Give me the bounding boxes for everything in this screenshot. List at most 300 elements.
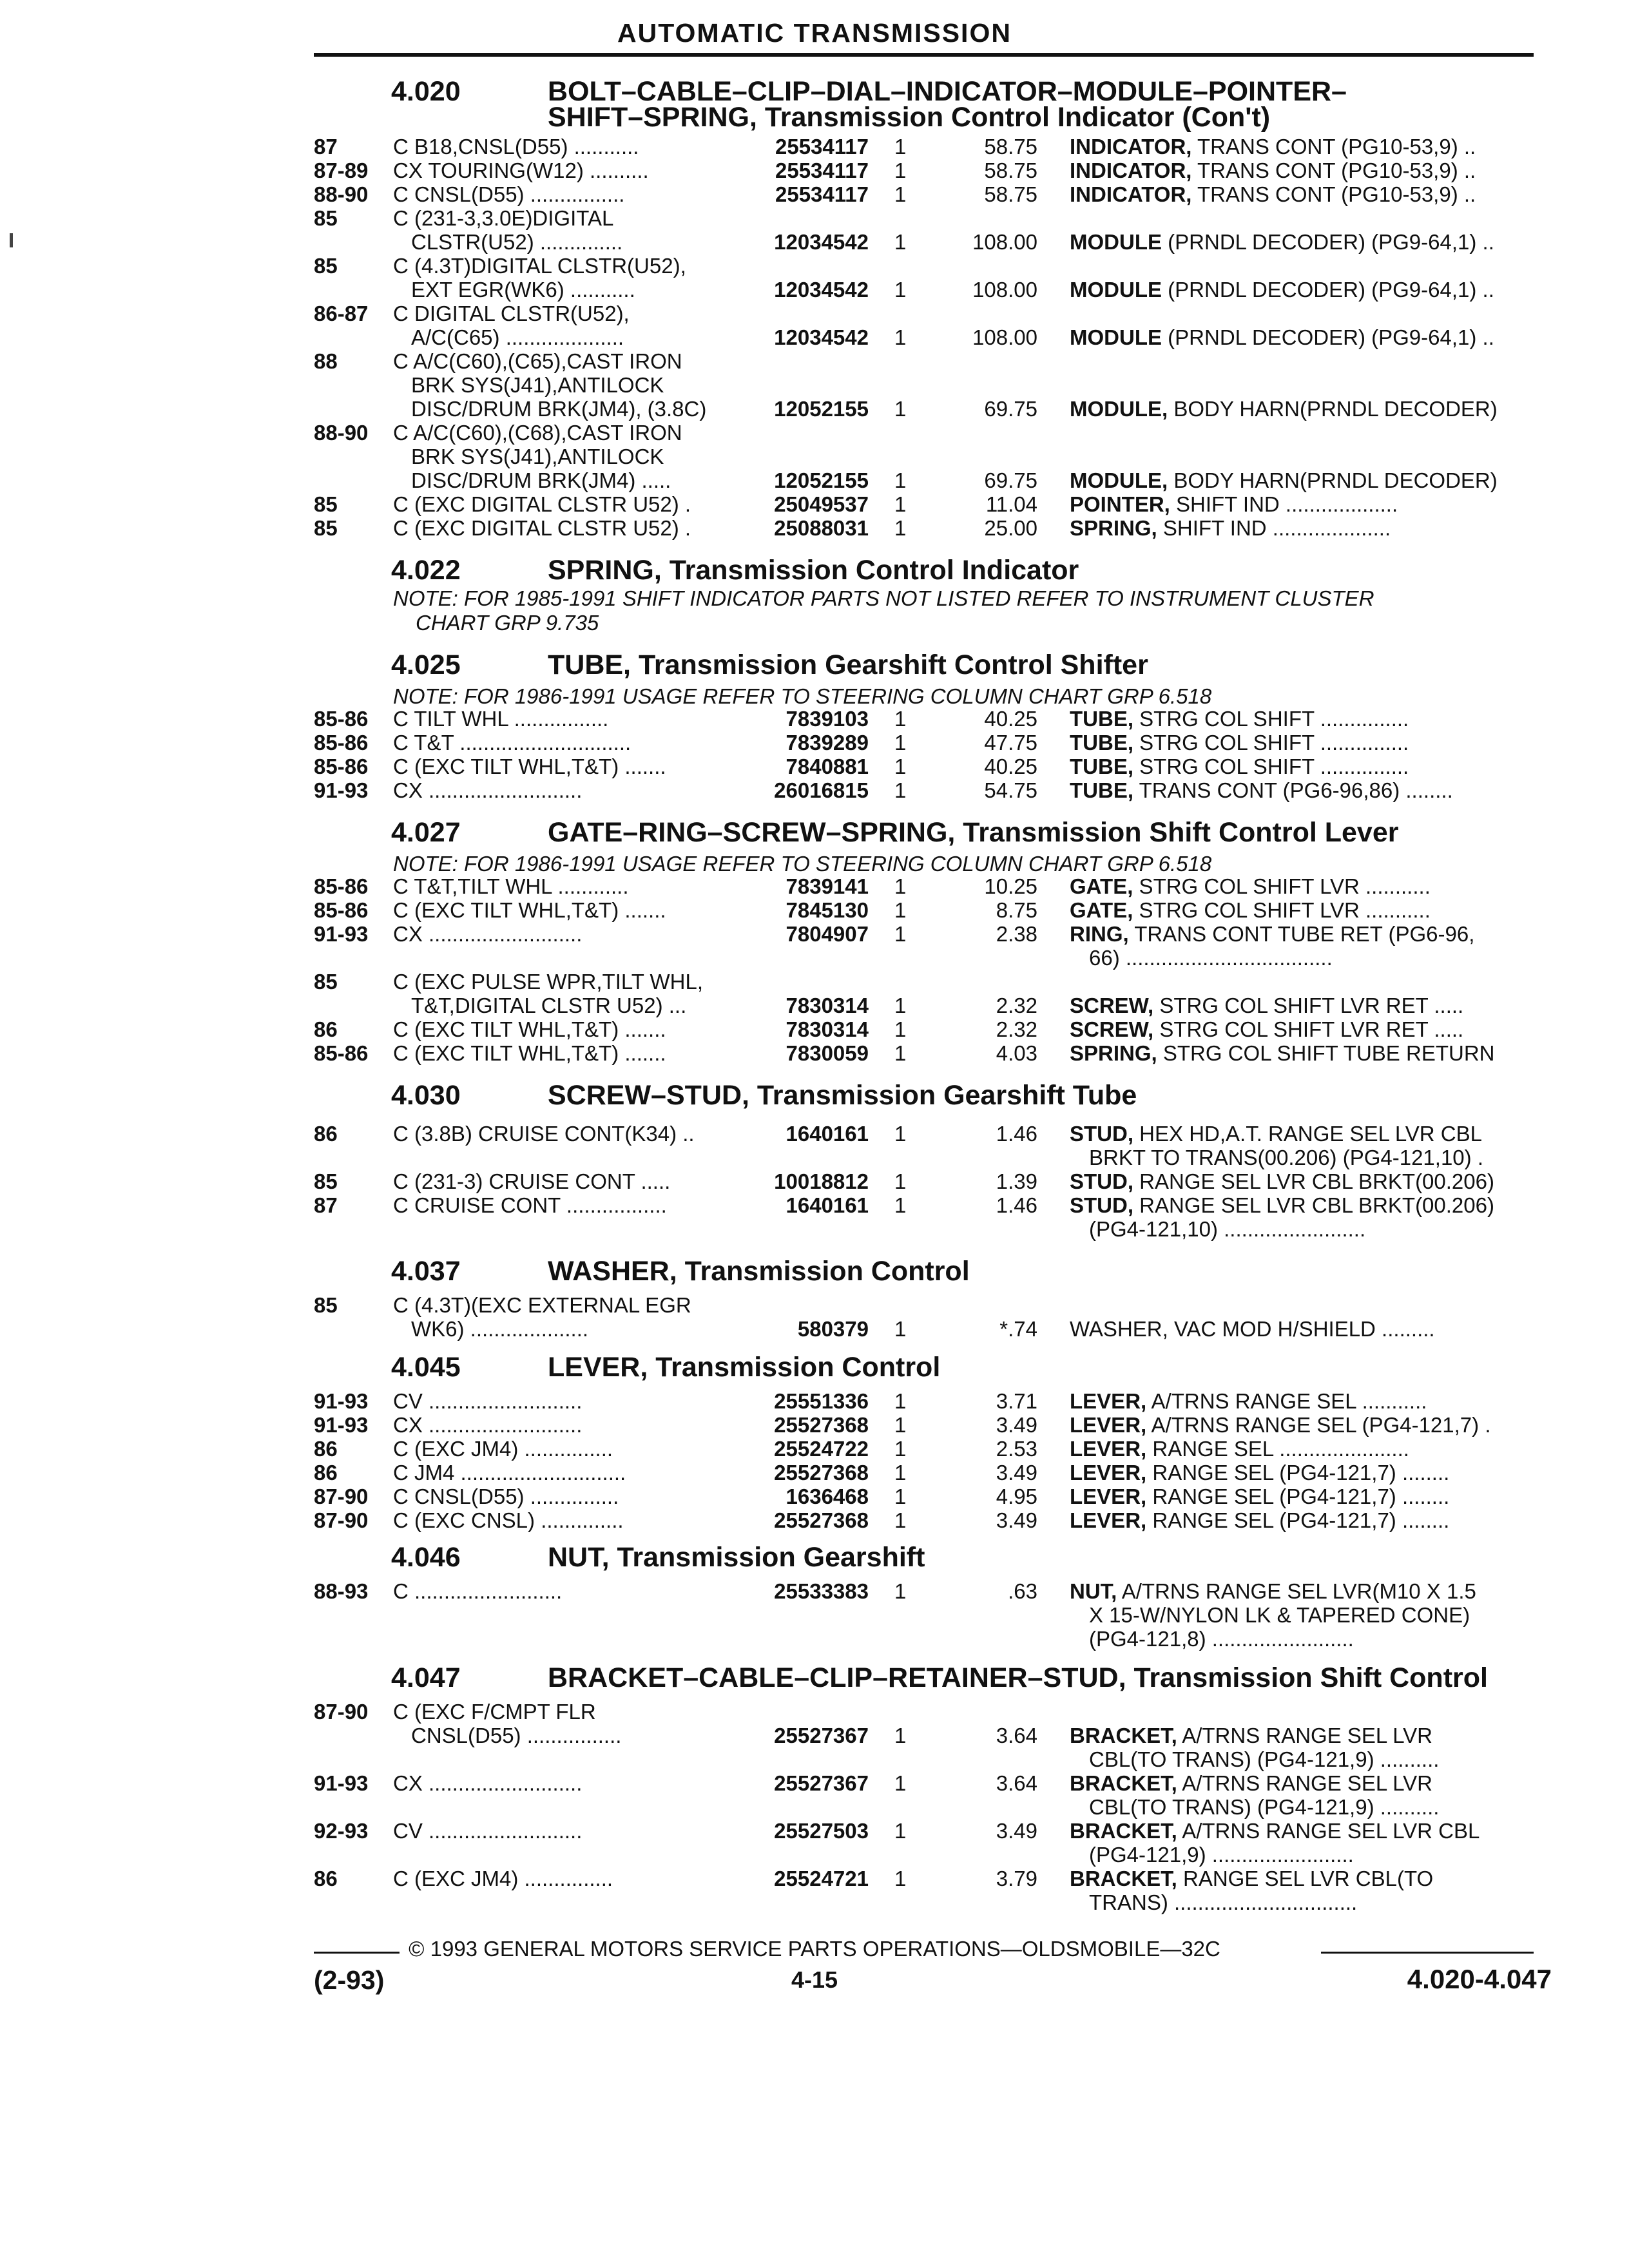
part-row (0, 1461, 1629, 1485)
price: 1.46 (996, 1122, 1037, 1146)
usage-description: EXT EGR(WK6) ........... (411, 278, 635, 302)
part-description (1070, 1579, 1476, 1603)
part-row (0, 254, 1629, 278)
part-name: INDICATOR, (1070, 159, 1192, 182)
usage-description: C ......................... (393, 1579, 563, 1603)
part-number: 12034542 (774, 325, 869, 349)
part-number: 26016815 (774, 778, 869, 802)
part-row (0, 445, 1629, 468)
price: 25.00 (984, 516, 1037, 540)
part-name: TUBE, (1070, 731, 1133, 754)
part-number: 7830059 (786, 1041, 869, 1065)
part-description (1070, 492, 1398, 516)
part-description (1070, 1122, 1482, 1146)
usage-description: C B18,CNSL(D55) ........... (393, 135, 639, 159)
part-number: 25088031 (774, 516, 869, 540)
model-years: 91-93 (314, 922, 369, 946)
part-row (0, 349, 1629, 373)
usage-description: T&T,DIGITAL CLSTR U52) ... (411, 994, 687, 1017)
part-detail: HEX HD,A.T. RANGE SEL LVR CBL (1133, 1122, 1482, 1146)
price: 4.95 (996, 1485, 1037, 1508)
part-detail: (PRNDL DECODER) (PG9-64,1) .. (1162, 278, 1494, 302)
part-name: GATE, (1070, 898, 1133, 922)
part-row (0, 707, 1629, 731)
part-name: LEVER, (1070, 1461, 1147, 1485)
quantity: 1 (894, 1317, 907, 1341)
price: 69.75 (984, 468, 1037, 492)
quantity: 1 (894, 182, 907, 206)
part-detail: STRG COL SHIFT LVR RET ..... (1153, 1017, 1464, 1041)
price: 1.46 (996, 1193, 1037, 1217)
usage-description: C T&T,TILT WHL ............ (393, 874, 629, 898)
model-years: 85-86 (314, 1041, 369, 1065)
quantity: 1 (894, 1193, 907, 1217)
part-description (1070, 922, 1474, 946)
quantity: 1 (894, 754, 907, 778)
part-detail: TRANS CONT (PG10-53,9) .. (1191, 182, 1476, 206)
part-row (0, 1437, 1629, 1461)
part-number: 10018812 (774, 1169, 869, 1193)
part-row (0, 397, 1629, 421)
part-name: RING, (1070, 922, 1129, 946)
part-row (0, 373, 1629, 397)
part-detail: TRANS CONT TUBE RET (PG6-96, (1128, 922, 1475, 946)
part-name: MODULE (1070, 325, 1162, 349)
part-description (1070, 516, 1391, 540)
part-row (0, 1724, 1629, 1747)
model-years: 88-90 (314, 421, 369, 445)
section-number: 4.020 (391, 76, 461, 107)
price: 2.32 (996, 994, 1037, 1017)
price: 108.00 (972, 325, 1037, 349)
part-detail: STRG COL SHIFT LVR RET ..... (1153, 994, 1464, 1017)
part-number: 7840881 (786, 754, 869, 778)
part-row (0, 1217, 1629, 1241)
part-detail: RANGE SEL (PG4-121,7) ........ (1146, 1485, 1450, 1508)
part-description (1070, 230, 1494, 254)
model-years: 91-93 (314, 1389, 369, 1413)
model-years: 85 (314, 970, 338, 994)
part-number: 25527367 (774, 1724, 869, 1747)
part-description (1070, 159, 1476, 182)
usage-description: C (EXC JM4) ............... (393, 1437, 613, 1461)
price: 3.64 (996, 1771, 1037, 1795)
model-years: 85-86 (314, 707, 369, 731)
part-name: GATE, (1070, 874, 1133, 898)
usage-description: C T&T ............................. (393, 731, 631, 754)
part-description-cont: CBL(TO TRANS) (PG4-121,9) .......... (1089, 1747, 1440, 1771)
part-number: 25524722 (774, 1437, 869, 1461)
quantity: 1 (894, 492, 907, 516)
model-years: 85 (314, 1293, 338, 1317)
model-years: 91-93 (314, 778, 369, 802)
part-name: SCREW, (1070, 994, 1154, 1017)
section-heading (0, 76, 1629, 134)
part-row (0, 1700, 1629, 1724)
footer-page-number: 4-15 (791, 1966, 838, 1993)
header-rule (314, 53, 1534, 57)
quantity: 1 (894, 778, 907, 802)
model-years: 85-86 (314, 754, 369, 778)
quantity: 1 (894, 1485, 907, 1508)
usage-description: C TILT WHL ................ (393, 707, 609, 731)
part-detail: SHIFT IND .................... (1157, 516, 1391, 540)
part-number: 25534117 (775, 182, 869, 206)
quantity: 1 (894, 1771, 907, 1795)
part-detail: TRANS CONT (PG6-96,86) ........ (1133, 778, 1453, 802)
usage-description: C (EXC DIGITAL CLSTR U52) . (393, 492, 691, 516)
model-years: 85-86 (314, 898, 369, 922)
usage-description: C CRUISE CONT ................. (393, 1193, 667, 1217)
quantity: 1 (894, 1508, 907, 1532)
part-detail: A/TRNS RANGE SEL LVR (1177, 1771, 1432, 1795)
part-detail: RANGE SEL LVR CBL BRKT(00.206) (1133, 1193, 1494, 1217)
part-detail: STRG COL SHIFT LVR ........... (1133, 898, 1431, 922)
model-years: 85 (314, 206, 338, 230)
part-description (1070, 1041, 1494, 1065)
part-detail: RANGE SEL (PG4-121,7) ........ (1146, 1461, 1450, 1485)
model-years: 85 (314, 1169, 338, 1193)
part-detail: WASHER, VAC MOD H/SHIELD ......... (1070, 1317, 1435, 1341)
part-detail: STRG COL SHIFT ............... (1133, 731, 1409, 754)
part-number: 25533383 (774, 1579, 869, 1603)
part-row (0, 946, 1629, 970)
model-years: 85-86 (314, 874, 369, 898)
part-row (0, 421, 1629, 445)
part-detail: RANGE SEL LVR CBL BRKT(00.206) (1133, 1169, 1494, 1193)
usage-description: CX TOURING(W12) .......... (393, 159, 649, 182)
part-detail: A/TRNS RANGE SEL (PG4-121,7) . (1146, 1413, 1491, 1437)
usage-description: C (3.8B) CRUISE CONT(K34) .. (393, 1122, 695, 1146)
part-number: 12052155 (774, 468, 869, 492)
part-detail: STRG COL SHIFT TUBE RETURN (1157, 1041, 1495, 1065)
part-description (1070, 1867, 1433, 1890)
usage-description: A/C(C65) .................... (411, 325, 624, 349)
price: 3.49 (996, 1508, 1037, 1532)
part-row (0, 1747, 1629, 1771)
part-row (0, 135, 1629, 159)
quantity: 1 (894, 1437, 907, 1461)
part-description (1070, 1169, 1494, 1193)
part-number: 25534117 (775, 135, 869, 159)
price: 3.49 (996, 1819, 1037, 1843)
part-row (0, 754, 1629, 778)
model-years: 88-93 (314, 1579, 369, 1603)
price: *.74 (999, 1317, 1037, 1341)
usage-description: C (231-3,3.0E)DIGITAL (393, 206, 614, 230)
part-detail: TRANS CONT (PG10-53,9) .. (1191, 159, 1476, 182)
model-years: 86 (314, 1437, 338, 1461)
part-row (0, 1795, 1629, 1819)
usage-description: C (EXC CNSL) .............. (393, 1508, 624, 1532)
part-description (1070, 1317, 1435, 1341)
part-description (1070, 468, 1498, 492)
part-row (0, 182, 1629, 206)
usage-description: C (EXC TILT WHL,T&T) ....... (393, 754, 666, 778)
part-detail: RANGE SEL ...................... (1146, 1437, 1409, 1461)
part-number: 7845130 (786, 898, 869, 922)
usage-description: C (EXC PULSE WPR,TILT WHL, (393, 970, 704, 994)
part-number: 7804907 (786, 922, 869, 946)
part-name: INDICATOR, (1070, 135, 1192, 159)
part-detail: STRG COL SHIFT ............... (1133, 707, 1409, 731)
part-number: 7839289 (786, 731, 869, 754)
quantity: 1 (894, 1122, 907, 1146)
model-years: 85 (314, 516, 338, 540)
model-years: 87-90 (314, 1508, 369, 1532)
part-description (1070, 397, 1498, 421)
part-detail: A/TRNS RANGE SEL ........... (1146, 1389, 1427, 1413)
part-row (0, 302, 1629, 325)
part-number: 7839103 (786, 707, 869, 731)
section-title: WASHER, Transmission Control (548, 1256, 970, 1287)
part-number: 25524721 (774, 1867, 869, 1890)
part-description (1070, 898, 1431, 922)
part-row (0, 994, 1629, 1017)
model-years: 92-93 (314, 1819, 369, 1843)
part-description (1070, 1724, 1432, 1747)
part-row (0, 922, 1629, 946)
price: 8.75 (996, 898, 1037, 922)
part-row (0, 516, 1629, 540)
part-name: TUBE, (1070, 707, 1133, 731)
part-description (1070, 182, 1476, 206)
quantity: 1 (894, 994, 907, 1017)
part-detail: STRG COL SHIFT ............... (1133, 754, 1409, 778)
part-name: LEVER, (1070, 1437, 1147, 1461)
part-detail: A/TRNS RANGE SEL LVR (1177, 1724, 1432, 1747)
price: 4.03 (996, 1041, 1037, 1065)
part-description-cont: 66) ................................... (1089, 946, 1333, 970)
price: 11.04 (985, 492, 1037, 516)
usage-description: C CNSL(D55) ............... (393, 1485, 619, 1508)
part-description-cont: TRANS) ............................... (1089, 1890, 1358, 1914)
footer-date: (2-93) (314, 1965, 385, 1995)
usage-description: WK6) .................... (411, 1317, 589, 1341)
part-detail: RANGE SEL LVR CBL(TO (1177, 1867, 1434, 1890)
model-years: 87 (314, 135, 338, 159)
part-row (0, 325, 1629, 349)
part-row (0, 1122, 1629, 1146)
section-number: 4.037 (391, 1256, 461, 1287)
part-detail: BODY HARN(PRNDL DECODER) (1168, 397, 1498, 421)
quantity: 1 (894, 874, 907, 898)
section-title: SCREW–STUD, Transmission Gearshift Tube (548, 1080, 1137, 1111)
part-number: 25527368 (774, 1413, 869, 1437)
section-title: BRACKET–CABLE–CLIP–RETAINER–STUD, Transmission Shift Control (548, 1662, 1488, 1693)
model-years: 85-86 (314, 731, 369, 754)
part-row (0, 778, 1629, 802)
part-row (0, 230, 1629, 254)
part-description (1070, 1437, 1409, 1461)
model-years: 91-93 (314, 1413, 369, 1437)
section-title: NUT, Transmission Gearshift (548, 1542, 925, 1573)
usage-description: C CNSL(D55) ................ (393, 182, 625, 206)
model-years: 91-93 (314, 1771, 369, 1795)
part-name: NUT, (1070, 1579, 1117, 1603)
section-number: 4.047 (391, 1662, 461, 1693)
quantity: 1 (894, 278, 907, 302)
price: 2.38 (996, 922, 1037, 946)
price: 40.25 (984, 707, 1037, 731)
footer-section-range: 4.020-4.047 (1407, 1964, 1552, 1994)
part-name: BRACKET, (1070, 1867, 1177, 1890)
model-years: 86 (314, 1461, 338, 1485)
part-number: 1640161 (786, 1122, 869, 1146)
price: 1.39 (996, 1169, 1037, 1193)
usage-description: CNSL(D55) ................ (411, 1724, 622, 1747)
section-title-cont: SHIFT–SPRING, Transmission Control Indicator (Con't) (548, 102, 1271, 133)
part-description (1070, 778, 1453, 802)
price: 3.49 (996, 1413, 1037, 1437)
usage-description: C DIGITAL CLSTR(U52), (393, 302, 630, 325)
quantity: 1 (894, 1579, 907, 1603)
part-row (0, 1867, 1629, 1890)
part-name: LEVER, (1070, 1413, 1147, 1437)
part-number: 1636468 (786, 1485, 869, 1508)
part-name: MODULE, (1070, 468, 1168, 492)
section-title: BOLT–CABLE–CLIP–DIAL–INDICATOR–MODULE–POINTER– (548, 76, 1347, 107)
part-name: SPRING, (1070, 516, 1157, 540)
quantity: 1 (894, 1169, 907, 1193)
section-title: LEVER, Transmission Control (548, 1352, 941, 1383)
price: 108.00 (972, 278, 1037, 302)
part-row (0, 1317, 1629, 1341)
part-name: MODULE (1070, 278, 1162, 302)
section-title: SPRING, Transmission Control Indicator (548, 555, 1079, 586)
quantity: 1 (894, 707, 907, 731)
part-row (0, 1579, 1629, 1603)
part-number: 25534117 (775, 159, 869, 182)
usage-description: C JM4 ............................ (393, 1461, 626, 1485)
section-note: NOTE: FOR 1986-1991 USAGE REFER TO STEERING COLUMN CHART GRP 6.518 (393, 852, 1212, 876)
price: 3.49 (996, 1461, 1037, 1485)
part-row (0, 1508, 1629, 1532)
footer-copyright (0, 1937, 1629, 1961)
section-number: 4.046 (391, 1542, 461, 1573)
model-years: 86-87 (314, 302, 369, 325)
quantity: 1 (894, 1389, 907, 1413)
section-note: NOTE: FOR 1985-1991 SHIFT INDICATOR PARTS NOT LISTED REFER TO INSTRUMENT CLUSTER (393, 586, 1374, 610)
price: 58.75 (984, 159, 1037, 182)
part-name: LEVER, (1070, 1485, 1147, 1508)
part-name: STUD, (1070, 1122, 1133, 1146)
model-years: 85 (314, 254, 338, 278)
part-row (0, 1389, 1629, 1413)
part-row (0, 1819, 1629, 1843)
part-description (1070, 1413, 1491, 1437)
part-detail: RANGE SEL (PG4-121,7) ........ (1146, 1508, 1450, 1532)
part-description (1070, 135, 1476, 159)
page-header-title: AUTOMATIC TRANSMISSION (617, 18, 1012, 48)
quantity: 1 (894, 898, 907, 922)
section-number: 4.027 (391, 817, 461, 848)
price: 108.00 (972, 230, 1037, 254)
part-detail: (PRNDL DECODER) (PG9-64,1) .. (1162, 230, 1494, 254)
part-name: POINTER, (1070, 492, 1170, 516)
part-number: 12034542 (774, 230, 869, 254)
part-description (1070, 1461, 1449, 1485)
footer-copyright-text: © 1993 GENERAL MOTORS SERVICE PARTS OPERATIONS—OLDSMOBILE—32C (400, 1937, 1229, 1961)
part-name: MODULE (1070, 230, 1162, 254)
part-description (1070, 1485, 1449, 1508)
price: 40.25 (984, 754, 1037, 778)
model-years: 87-89 (314, 159, 369, 182)
usage-description: C (EXC TILT WHL,T&T) ....... (393, 898, 666, 922)
part-number: 25527368 (774, 1461, 869, 1485)
quantity: 1 (894, 135, 907, 159)
part-row (0, 1413, 1629, 1437)
part-detail: A/TRNS RANGE SEL LVR(M10 X 1.5 (1117, 1579, 1476, 1603)
part-name: BRACKET, (1070, 1819, 1177, 1843)
part-detail: BODY HARN(PRNDL DECODER) (1168, 468, 1498, 492)
part-row (0, 1169, 1629, 1193)
usage-description: C (231-3) CRUISE CONT ..... (393, 1169, 671, 1193)
usage-description: C (EXC F/CMPT FLR (393, 1700, 596, 1724)
model-years: 88-90 (314, 182, 369, 206)
price: .63 (1008, 1579, 1037, 1603)
price: 2.32 (996, 1017, 1037, 1041)
part-row (0, 468, 1629, 492)
quantity: 1 (894, 516, 907, 540)
part-row (0, 1041, 1629, 1065)
part-number: 1640161 (786, 1193, 869, 1217)
section-number: 4.030 (391, 1080, 461, 1111)
part-description (1070, 278, 1494, 302)
price: 58.75 (984, 135, 1037, 159)
usage-description: CV .......................... (393, 1819, 583, 1843)
part-name: MODULE, (1070, 397, 1168, 421)
part-row (0, 1890, 1629, 1914)
part-description (1070, 874, 1431, 898)
quantity: 1 (894, 1724, 907, 1747)
price: 3.79 (996, 1867, 1037, 1890)
usage-description: C A/C(C60),(C65),CAST IRON (393, 349, 682, 373)
quantity: 1 (894, 468, 907, 492)
model-years: 85 (314, 492, 338, 516)
quantity: 1 (894, 159, 907, 182)
usage-description: CX .......................... (393, 1413, 583, 1437)
price: 3.71 (996, 1389, 1037, 1413)
usage-description: DISC/DRUM BRK(JM4) ..... (411, 468, 671, 492)
part-number: 25527367 (774, 1771, 869, 1795)
part-row (0, 1627, 1629, 1651)
part-description-cont: (PG4-121,10) ........................ (1089, 1217, 1366, 1241)
part-detail: SHIFT IND ................... (1170, 492, 1398, 516)
part-name: BRACKET, (1070, 1771, 1177, 1795)
part-name: TUBE, (1070, 754, 1133, 778)
quantity: 1 (894, 1819, 907, 1843)
part-number: 25551336 (774, 1389, 869, 1413)
usage-description: CX .......................... (393, 922, 583, 946)
part-name: STUD, (1070, 1193, 1133, 1217)
part-name: INDICATOR, (1070, 182, 1192, 206)
part-name: STUD, (1070, 1169, 1133, 1193)
part-number: 7830314 (786, 994, 869, 1017)
price: 58.75 (984, 182, 1037, 206)
part-description (1070, 325, 1494, 349)
part-row (0, 731, 1629, 754)
usage-description: C (4.3T)DIGITAL CLSTR(U52), (393, 254, 686, 278)
price: 10.25 (984, 874, 1037, 898)
usage-description: C (EXC TILT WHL,T&T) ....... (393, 1017, 666, 1041)
part-row (0, 1017, 1629, 1041)
model-years: 87-90 (314, 1485, 369, 1508)
part-name: LEVER, (1070, 1389, 1147, 1413)
part-row (0, 1771, 1629, 1795)
part-detail: (PRNDL DECODER) (PG9-64,1) .. (1162, 325, 1494, 349)
part-detail: TRANS CONT (PG10-53,9) .. (1191, 135, 1476, 159)
